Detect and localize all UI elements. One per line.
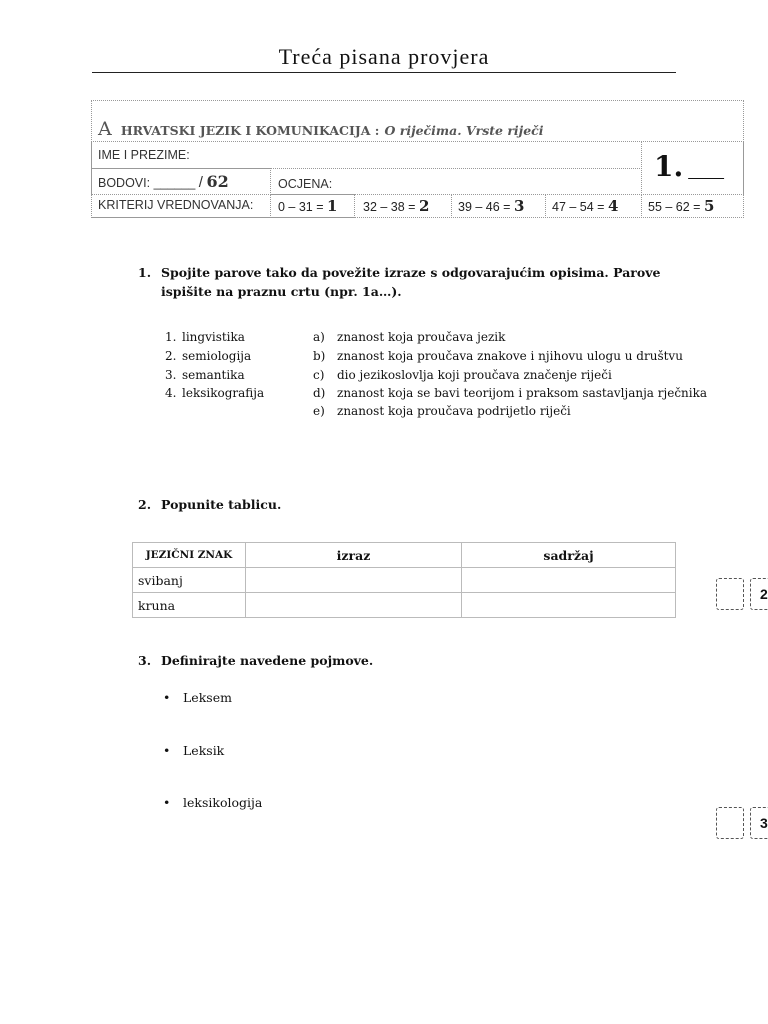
row-label: svibanj [133, 568, 246, 593]
answer-cell[interactable] [246, 568, 462, 593]
description-letter: d) [313, 386, 326, 400]
test-number [654, 150, 724, 183]
points-field [98, 172, 229, 191]
page-title: Treća pisana provjera [278, 44, 490, 69]
table-header-row [133, 543, 676, 568]
subject-label: HRVATSKI JEZIK I KOMUNIKACIJA : [120, 123, 380, 138]
q1-terms-list [165, 330, 264, 404]
name-label: IME I PREZIME: [98, 148, 190, 162]
term-text: semantika [182, 368, 245, 382]
term-number: 4. [165, 386, 177, 400]
term-text: semiologija [182, 349, 252, 363]
column-header-sign: JEZIČNI ZNAK [133, 543, 246, 568]
title-underline [92, 72, 676, 73]
points-label: BODOVI: [98, 176, 151, 190]
grade-value: 4 [607, 197, 619, 215]
header-subject [98, 118, 544, 140]
bullet-icon: • [163, 690, 171, 705]
q2-table [132, 542, 676, 618]
grade-criterion-text [363, 197, 429, 215]
description-text: dio jezikoslovlja koji proučava značenje riječi [337, 368, 612, 382]
list-item [163, 690, 232, 705]
list-item [163, 795, 262, 810]
section-letter: A [98, 118, 112, 140]
description-text: znanost koja proučava znakove i njihovu ulogu u društvu [337, 349, 683, 363]
q3-text: Definirajte navedene pojmove. [161, 653, 374, 668]
grade-criterion-text [458, 197, 524, 215]
term-text: Leksem [183, 690, 232, 705]
list-item [163, 743, 224, 758]
grade-criterion-text [648, 197, 714, 215]
term-number: 2. [165, 349, 177, 363]
description-letter: a) [313, 330, 325, 344]
grade-value: 3 [513, 197, 525, 215]
list-item [313, 349, 707, 368]
grade-range: 47 – 54 = [552, 200, 605, 214]
table-row [133, 568, 676, 593]
topic-label: O riječima. Vrste riječi [384, 123, 544, 138]
description-text: znanost koja se bavi teorijom i praksom sastavljanja rječnika [337, 386, 708, 400]
list-item [165, 349, 264, 368]
points-max: 62 [206, 172, 229, 191]
q2-text: Popunite tablicu. [161, 497, 282, 512]
column-header-expression: izraz [246, 543, 462, 568]
points-separator: / [198, 174, 203, 191]
score-box[interactable] [716, 807, 744, 839]
q1-descriptions-list [313, 330, 707, 422]
grade-range: 55 – 62 = [648, 200, 701, 214]
grade-value: 1 [327, 197, 338, 215]
grade-value: 5 [703, 197, 715, 215]
description-text: znanost koja proučava podrijetlo riječi [337, 404, 571, 418]
score-max-value: 3 [760, 815, 768, 831]
table-row [133, 593, 676, 618]
term-text: leksikologija [183, 795, 263, 810]
term-text: Leksik [183, 743, 225, 758]
description-letter: c) [313, 368, 325, 382]
q1-text-line1: Spojite parove tako da povežite izraze s odgovarajućim opisima. Parove [161, 265, 661, 280]
list-item [165, 330, 264, 349]
row-label: kruna [133, 593, 246, 618]
list-item [313, 368, 707, 386]
column-header-content: sadržaj [462, 543, 676, 568]
test-number-blank: ____ [688, 163, 724, 180]
list-item [313, 386, 707, 404]
grade-label: OCJENA: [278, 177, 333, 191]
grade-criterion-text [278, 197, 337, 215]
bullet-icon: • [163, 743, 171, 758]
term-number: 3. [165, 368, 177, 382]
score-max-value: 2 [760, 586, 768, 602]
term-text: leksikografija [182, 386, 265, 400]
description-letter: b) [313, 349, 326, 363]
list-item [313, 330, 707, 349]
q3-number: 3. [138, 653, 152, 668]
score-box[interactable] [716, 578, 744, 610]
grade-criterion-text [552, 197, 618, 215]
answer-cell[interactable] [246, 593, 462, 618]
grade-range: 0 – 31 = [278, 200, 324, 214]
test-number-value: 1. [654, 150, 684, 183]
q1-text-line2: ispišite na praznu crtu (npr. 1a…). [161, 284, 402, 299]
list-item [165, 368, 264, 386]
term-text: lingvistika [182, 330, 245, 344]
q1-number: 1. [138, 265, 152, 280]
list-item [313, 404, 707, 422]
answer-cell[interactable] [462, 568, 676, 593]
grade-range: 32 – 38 = [363, 200, 416, 214]
criteria-label: KRITERIJ VREDNOVANJA: [98, 198, 254, 212]
answer-cell[interactable] [462, 593, 676, 618]
term-number: 1. [165, 330, 177, 344]
grade-value: 2 [418, 197, 430, 215]
description-letter: e) [313, 404, 325, 418]
list-item [165, 386, 264, 404]
bullet-icon: • [163, 795, 171, 810]
q2-number: 2. [138, 497, 152, 512]
description-text: znanost koja proučava jezik [337, 330, 506, 344]
grade-range: 39 – 46 = [458, 200, 511, 214]
points-blank: ______ [153, 176, 196, 190]
